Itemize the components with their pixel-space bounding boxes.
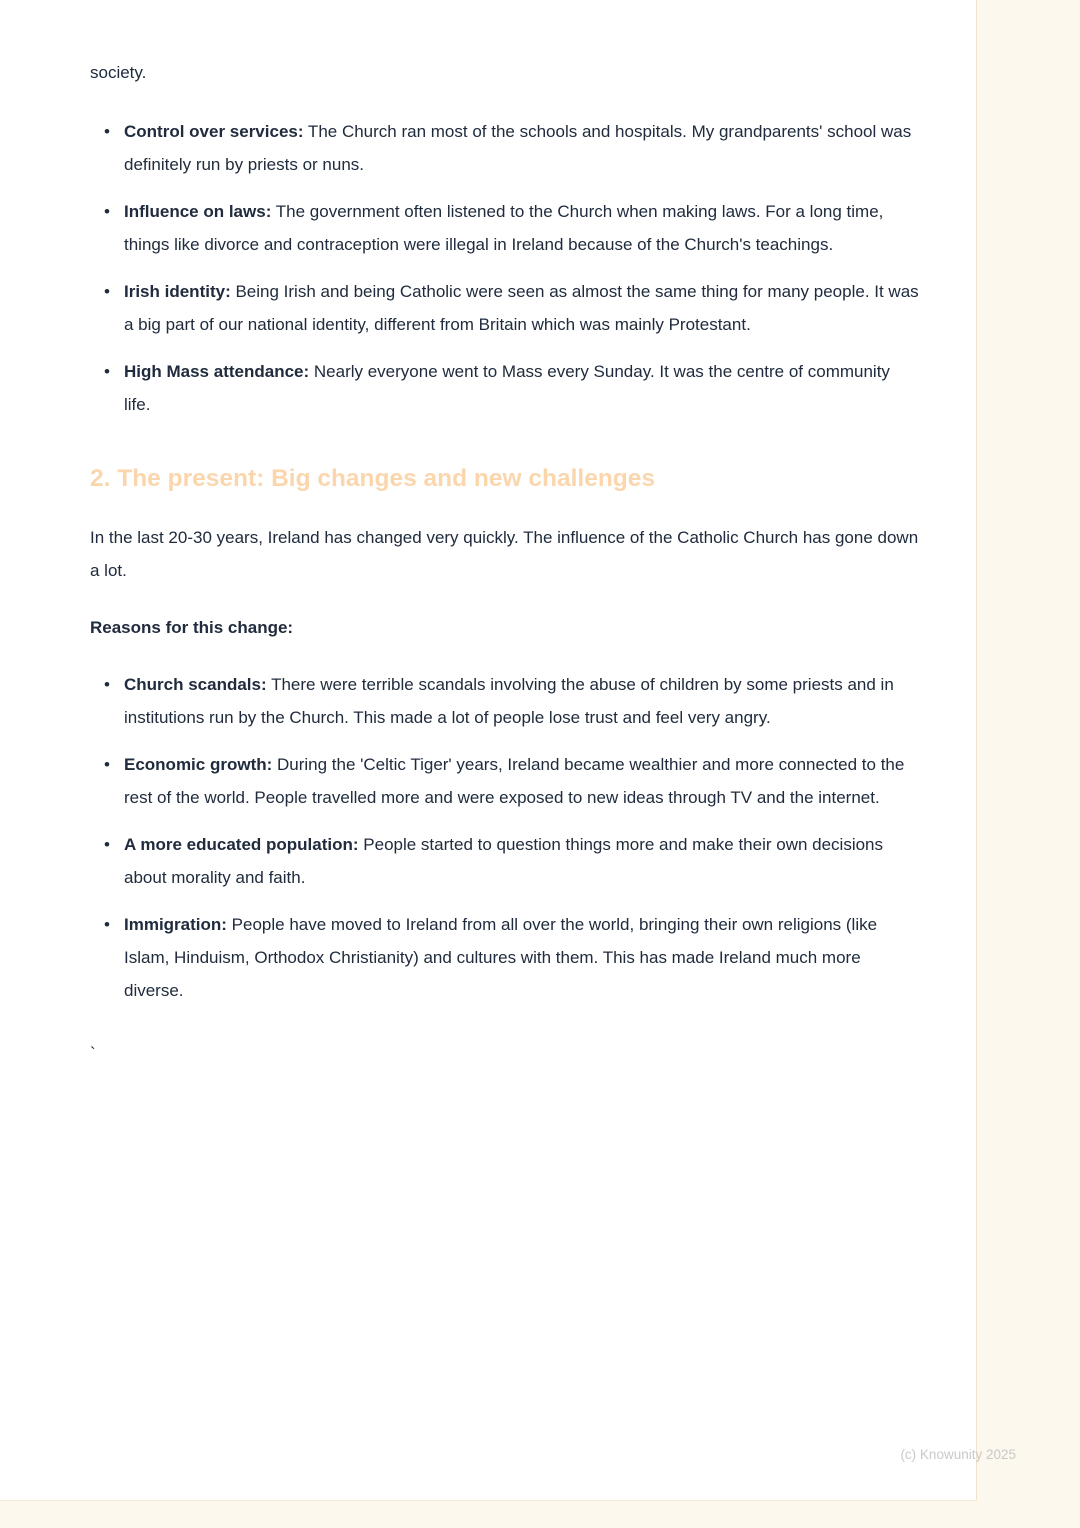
list-item [124,828,920,894]
list-item [124,355,920,421]
list-item [124,195,920,261]
bullet-label: Immigration: [124,915,227,934]
bullet-text: People have moved to Ireland from all over the world, bringing their own religions (like Islam, Hinduism, Orthodox Christianity) and cultures with them. This has made Ireland much more diverse. [124,915,878,1000]
bullet-text: The government often listened to the Church when making laws. For a long time, things like divorce and contraception were illegal in Ireland because of the Church's teachings. [124,202,884,254]
bullet-label: A more educated population: [124,835,359,854]
bullet-label: Control over services: [124,122,304,141]
list-item [124,115,920,181]
bullet-list-reasons [90,668,920,1007]
bullet-label: High Mass attendance: [124,362,310,381]
bullet-label: Influence on laws: [124,202,272,221]
section-heading-present: 2. The present: Big changes and new challenges [90,465,656,492]
bullet-text: Being Irish and being Catholic were seen as almost the same thing for many people. It was a big part of our national identity, different from Britain which was mainly Protestant. [124,282,919,334]
bullet-label: Church scandals: [124,675,267,694]
section-intro-paragraph: In the last 20-30 years, Ireland has changed very quickly. The influence of the Catholic Church has gone down a lot. [90,528,919,580]
list-item [124,275,920,341]
bullet-text: Nearly everyone went to Mass every Sunday. It was the centre of community life. [124,362,890,414]
reasons-label: Reasons for this change: [90,618,294,637]
watermark: (c) Knowunity 2025 [900,1447,1016,1462]
bullet-label: Economic growth: [124,755,273,774]
bullet-list-past-influence [90,115,920,421]
list-item [124,748,920,814]
bullet-text: The Church ran most of the schools and hospitals. My grandparents' school was definitely run by priests or nuns. [124,122,912,174]
list-item [124,668,920,734]
bullet-text: During the 'Celtic Tiger' years, Ireland became wealthier and more connected to the rest of the world. People travelled more and were exposed to new ideas through TV and the internet. [124,755,905,807]
trailing-backtick: ` [90,1044,96,1063]
bullet-label: Irish identity: [124,282,231,301]
bullet-text: People started to question things more and make their own decisions about morality and faith. [124,835,884,887]
paragraph-fragment: society. [90,63,147,82]
bullet-text: There were terrible scandals involving the abuse of children by some priests and in institutions run by the Church. This made a lot of people lose trust and feel very angry. [124,675,894,727]
list-item [124,908,920,1007]
